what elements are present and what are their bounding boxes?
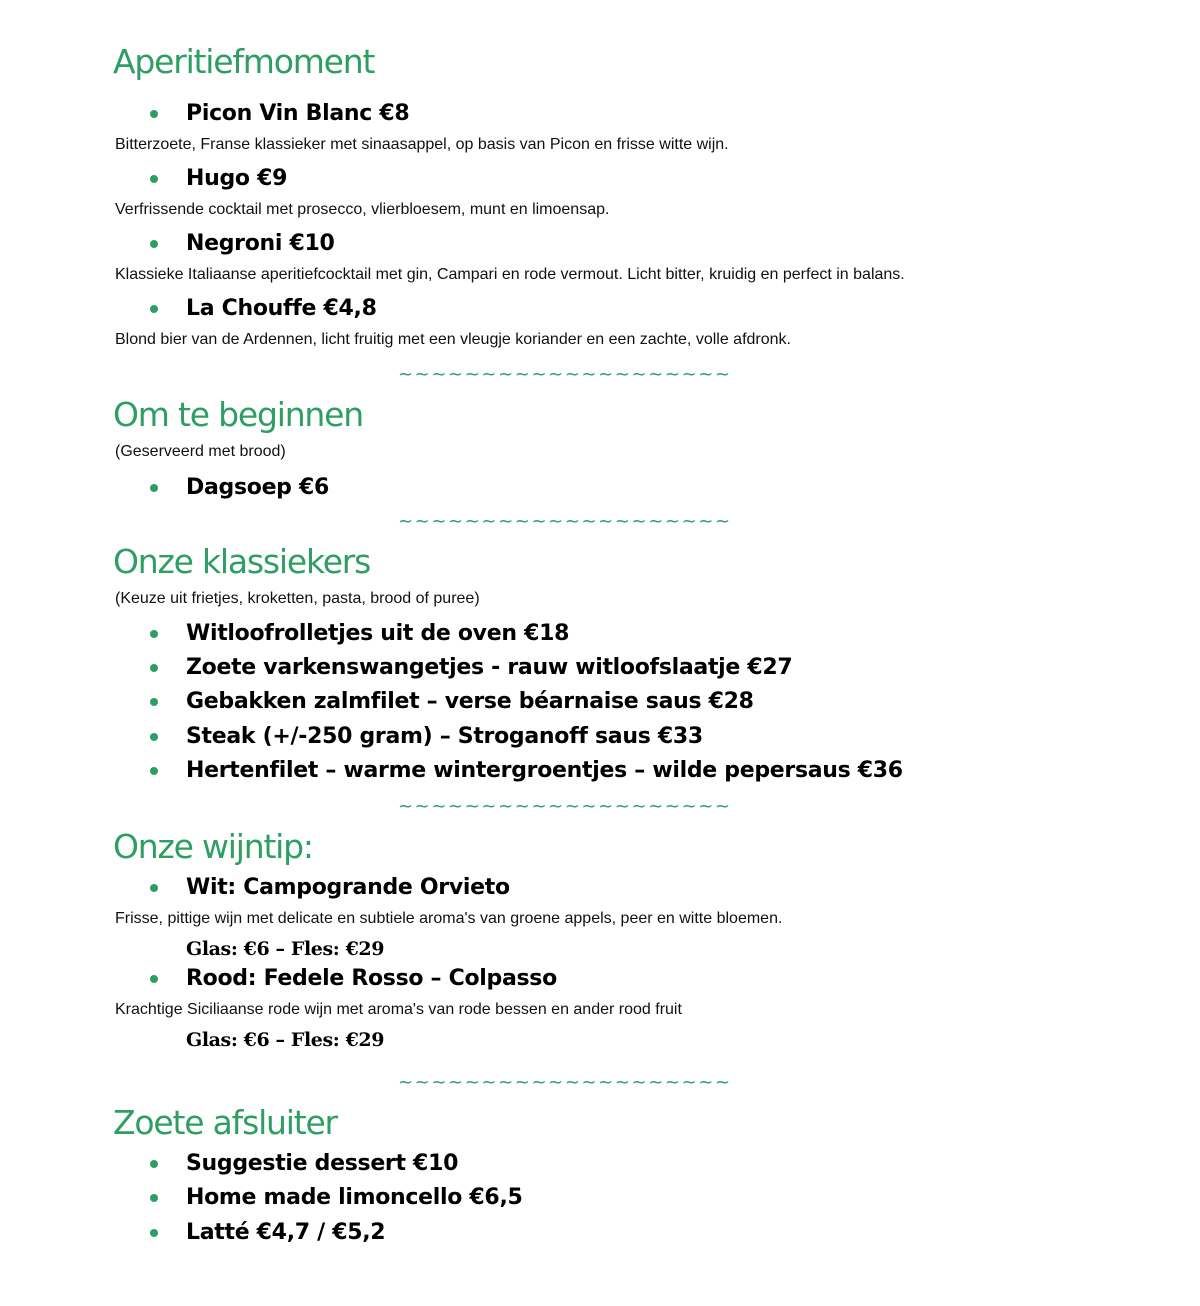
item-label: Gebakken zalmfilet – verse béarnaise saus €28 — [186, 689, 754, 714]
item-label: Witloofrolletjes uit de oven €18 — [186, 621, 570, 646]
item-label: Negroni €10 — [186, 231, 335, 256]
menu-item — [150, 1153, 458, 1175]
menu-item — [150, 623, 569, 645]
item-label: Hertenfilet – warme wintergroentjes – wilde pepersaus €36 — [186, 758, 903, 783]
item-description: Bitterzoete, Franse klassieker met sinaasappel, op basis van Picon en frisse witte wijn. — [115, 136, 729, 153]
menu-item — [150, 691, 754, 713]
item-label: Picon Vin Blanc €8 — [186, 101, 410, 126]
bullet-icon — [150, 664, 158, 672]
menu-item — [150, 103, 409, 125]
menu-item — [150, 168, 287, 190]
menu-item — [150, 726, 703, 748]
menu-item — [150, 968, 557, 990]
bullet-icon — [150, 1160, 158, 1168]
tilde-divider: ~~~~~~~~~~~~~~~~~~~~ — [398, 513, 732, 531]
menu-item — [150, 760, 903, 782]
bullet-icon — [150, 484, 158, 492]
menu-item — [150, 477, 329, 499]
item-label: Hugo €9 — [186, 166, 288, 191]
bullet-icon — [150, 698, 158, 706]
section-title-aperitief: Aperitiefmoment — [113, 42, 375, 81]
item-label: Steak (+/-250 gram) – Stroganoff saus €33 — [186, 724, 703, 749]
item-label: Rood: Fedele Rosso – Colpasso — [186, 966, 557, 991]
bullet-icon — [150, 733, 158, 741]
tilde-divider: ~~~~~~~~~~~~~~~~~~~~ — [398, 366, 732, 384]
menu-item — [150, 657, 792, 679]
item-label: Dagsoep €6 — [186, 475, 330, 500]
section-title-dessert: Zoete afsluiter — [113, 1103, 337, 1142]
bullet-icon — [150, 1194, 158, 1202]
item-description: Klassieke Italiaanse aperitiefcocktail met gin, Campari en rode vermout. Licht bitter, kruidig en perfect in balans. — [115, 266, 905, 283]
item-description: Frisse, pittige wijn met delicate en subtiele aroma's van groene appels, peer en witte bloemen. — [115, 910, 783, 927]
bullet-icon — [150, 767, 158, 775]
item-label: Suggestie dessert €10 — [186, 1151, 459, 1176]
wine-price: Glas: €6 – Fles: €29 — [186, 1029, 385, 1051]
menu-item — [150, 877, 510, 899]
menu-item — [150, 233, 335, 255]
tilde-divider: ~~~~~~~~~~~~~~~~~~~~ — [398, 1074, 732, 1092]
bullet-icon — [150, 884, 158, 892]
section-title-classics: Onze klassiekers — [113, 542, 371, 581]
item-description: Krachtige Siciliaanse rode wijn met aroma's van rode bessen en ander rood fruit — [115, 1001, 682, 1018]
bullet-icon — [150, 975, 158, 983]
section-title-starters: Om te beginnen — [113, 395, 363, 434]
bullet-icon — [150, 630, 158, 638]
item-label: Zoete varkenswangetjes - rauw witloofslaatje €27 — [186, 655, 793, 680]
item-label: Home made limoncello €6,5 — [186, 1185, 523, 1210]
item-description: Verfrissende cocktail met prosecco, vlierbloesem, munt en limoensap. — [115, 201, 610, 218]
bullet-icon — [150, 110, 158, 118]
bullet-icon — [150, 240, 158, 248]
bullet-icon — [150, 175, 158, 183]
item-label: Latté €4,7 / €5,2 — [186, 1220, 386, 1245]
menu-item — [150, 298, 377, 320]
section-note: (Keuze uit frietjes, kroketten, pasta, brood of puree) — [115, 590, 480, 607]
bullet-icon — [150, 1229, 158, 1237]
bullet-icon — [150, 305, 158, 313]
wine-price: Glas: €6 – Fles: €29 — [186, 938, 385, 960]
section-note: (Geserveerd met brood) — [115, 443, 286, 460]
item-description: Blond bier van de Ardennen, licht fruitig met een vleugje koriander en een zachte, volle afdronk. — [115, 331, 791, 348]
item-label: Wit: Campogrande Orvieto — [186, 875, 510, 900]
menu-item — [150, 1222, 385, 1244]
section-title-wine: Onze wijntip: — [113, 827, 313, 866]
tilde-divider: ~~~~~~~~~~~~~~~~~~~~ — [398, 798, 732, 816]
menu-item — [150, 1187, 523, 1209]
item-label: La Chouffe €4,8 — [186, 296, 377, 321]
